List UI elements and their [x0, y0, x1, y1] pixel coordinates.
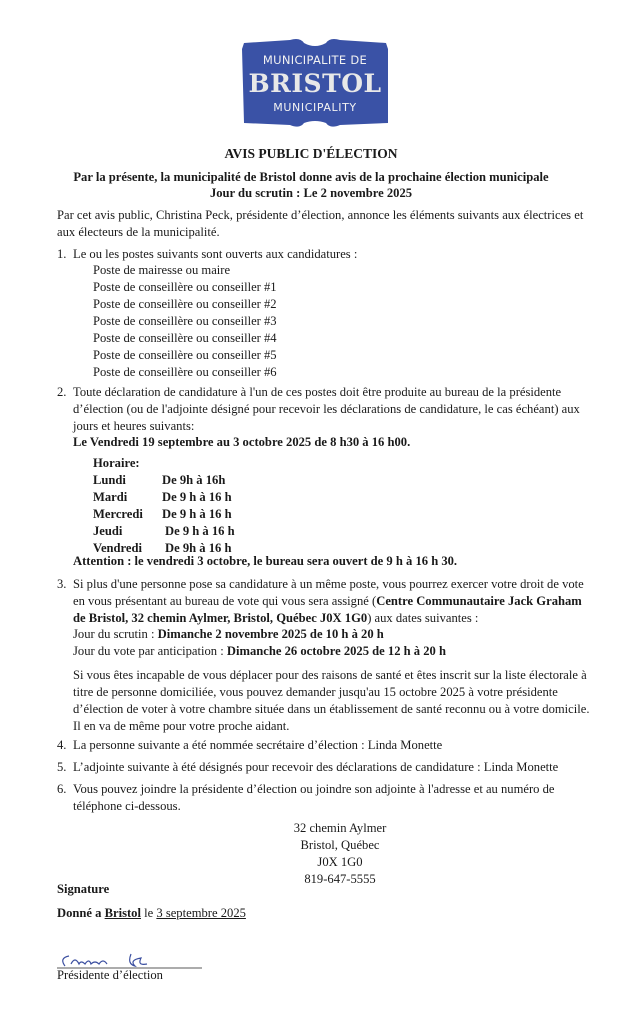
polling-place-address: de Bristol, 32 chemin Aylmer, Bristol, Québec J0X 1G0 [73, 611, 368, 625]
section-5-text: L’adjointe suivante à été désignés pour recevoir des déclarations de candidature : Linda Monette [73, 760, 559, 774]
section-1-text: Le ou les postes suivants sont ouverts aux candidatures : [73, 247, 358, 261]
page-title: AVIS PUBLIC D'ÉLECTION [224, 146, 398, 161]
given-place: Bristol [104, 906, 141, 920]
post-item: Poste de conseillère ou conseiller #2 [93, 297, 277, 311]
attention-note: Attention : le vendredi 3 octobre, le bureau sera ouvert de 9 h à 16 h 30. [73, 554, 458, 568]
schedule-day: Mercredi [93, 507, 143, 521]
schedule-day: Lundi [93, 473, 126, 487]
post-item: Poste de conseillère ou conseiller #4 [93, 331, 277, 345]
intro-line-2: aux électeurs de la municipalité. [57, 225, 220, 239]
section-2-line: jours et heures suivants: [73, 419, 195, 433]
section-2-number: 2. [57, 385, 67, 399]
schedule-day: Jeudi [93, 524, 123, 538]
home-vote-line: Si vous êtes incapable de vous déplacer pour des raisons de santé et êtes inscrit sur la liste électorale à [73, 668, 587, 682]
schedule-label: Horaire: [93, 456, 140, 470]
schedule-hours: De 9 h à 16 h [165, 524, 235, 538]
section-4-text: La personne suivante a été nommée secrétaire d’élection : Linda Monette [73, 738, 443, 752]
section-3-number: 3. [57, 577, 67, 591]
address-street: 32 chemin Aylmer [293, 821, 387, 835]
vote-day-value: Dimanche 2 novembre 2025 de 10 h à 20 h [157, 627, 384, 641]
schedule-hours: De 9 h à 16 h [162, 507, 232, 521]
section-3-line-2-text: en vous présentant au bureau de vote qui vous sera assigné ( [73, 594, 377, 608]
section-3-line-3-text: ) aux dates suivantes : [367, 611, 479, 625]
signature-heading: Signature [57, 882, 110, 896]
address-phone: 819-647-5555 [304, 872, 376, 886]
section-3-line-3 [73, 610, 478, 627]
schedule-hours: De 9h à 16h [162, 473, 226, 487]
post-item: Poste de conseillère ou conseiller #5 [93, 348, 277, 362]
post-item: Poste de mairesse ou maire [93, 263, 231, 277]
post-item: Poste de conseillère ou conseiller #6 [93, 365, 277, 379]
subtitle-line-2: Jour du scrutin : Le 2 novembre 2025 [209, 186, 413, 200]
given-at-label: Donné a [57, 906, 105, 920]
advance-vote-label: Jour du vote par anticipation : [73, 644, 227, 658]
post-item: Poste de conseillère ou conseiller #1 [93, 280, 277, 294]
logo-line-2: BRISTOL [248, 69, 382, 98]
schedule-hours: De 9h à 16 h [165, 541, 232, 555]
filing-period: Le Vendredi 19 septembre au 3 octobre 2025 de 8 h30 à 16 h00. [73, 435, 411, 449]
section-4-number: 4. [57, 738, 67, 752]
section-3-line-2 [73, 593, 582, 610]
given-at-line [57, 905, 246, 922]
section-3-line-1: Si plus d'une personne pose sa candidature à un même poste, vous pourrez exercer votre droit de vote [73, 577, 584, 591]
home-vote-line: titre de personne domiciliée, vous pouvez demander jusqu'au 15 octobre 2025 à votre présidente [73, 685, 558, 699]
polling-place-name: Centre Communautaire Jack Graham [376, 594, 582, 608]
section-1-number: 1. [57, 247, 67, 261]
section-2-line: Toute déclaration de candidature à l'un de ces postes doit être produite au bureau de la présidente [73, 385, 562, 399]
section-6-line: Vous pouvez joindre la présidente d’élection ou joindre son adjointe à l'adresse et au numéro de [73, 782, 555, 796]
given-date: 3 septembre 2025 [156, 906, 246, 920]
logo-line-3: MUNICIPALITY [273, 101, 357, 114]
advance-vote [73, 643, 446, 660]
section-6-number: 6. [57, 782, 67, 796]
vote-day-label: Jour du scrutin : [73, 627, 158, 641]
given-mid: le [140, 906, 157, 920]
schedule-day: Mardi [93, 490, 128, 504]
intro-line-1: Par cet avis public, Christina Peck, présidente d’élection, annonce les éléments suivants aux électrices et [57, 208, 584, 222]
subtitle-line-1: Par la présente, la municipalité de Bristol donne avis de la prochaine élection municipale [73, 170, 549, 184]
schedule-hours: De 9 h à 16 h [162, 490, 232, 504]
address-postal: J0X 1G0 [317, 855, 363, 869]
section-2-line: d’élection (ou de l'adjointe désigné pour recevoir les déclarations de candidature, le cas échéant) aux [73, 402, 580, 416]
vote-day [73, 626, 384, 643]
advance-vote-value: Dimanche 26 octobre 2025 de 12 h à 20 h [226, 644, 446, 658]
municipality-logo [240, 37, 390, 127]
logo-line-1: MUNICIPALITE DE [262, 53, 368, 67]
section-6-line: téléphone ci-dessous. [73, 799, 181, 813]
section-5-number: 5. [57, 760, 67, 774]
signature-role: Présidente d’élection [57, 968, 163, 982]
address-city: Bristol, Québec [300, 838, 380, 852]
schedule-day: Vendredi [93, 541, 142, 555]
home-vote-line: Il en va de même pour votre proche aidant. [73, 719, 290, 733]
home-vote-line: d’élection de voter à votre chambre située dans un établissement de santé reconnu ou à votre domicile. [73, 702, 590, 716]
post-item: Poste de conseillère ou conseiller #3 [93, 314, 277, 328]
